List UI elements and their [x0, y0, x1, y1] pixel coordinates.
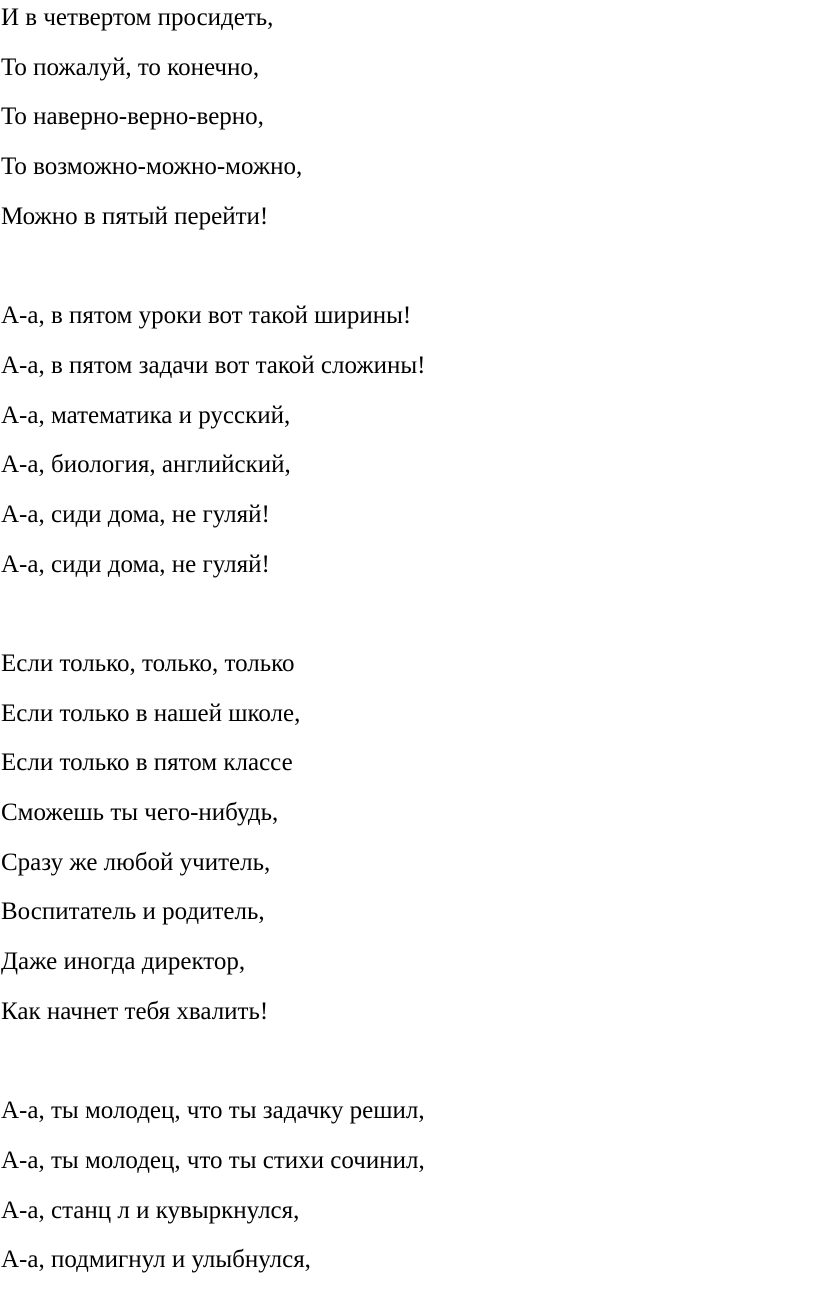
text-line: То пожалуй, то конечно,	[1, 53, 260, 81]
text-line: А-а, сиди дома, не гуляй!	[1, 550, 270, 578]
text-line: И в четвертом просидеть,	[1, 4, 274, 31]
text-line: То наверно-верно-верно,	[1, 103, 264, 131]
text-line: Сразу же любой учитель,	[1, 848, 271, 876]
text-line: А-а, сиди дома, не гуляй!	[1, 500, 270, 528]
text-line: А-а, ты молодец, что ты стихи сочинил,	[1, 1146, 425, 1174]
text-line: А-а, подмигнул и улыбнулся,	[1, 1246, 311, 1274]
stanza-gap	[1, 596, 816, 646]
stanza-2	[1, 298, 816, 596]
stanza-gap	[1, 248, 816, 298]
stanza-1	[1, 0, 816, 248]
text-line: А-а, станц л и кувыркнулся,	[1, 1196, 300, 1224]
text-line: Сможешь ты чего-нибудь,	[1, 799, 279, 826]
stanza-3	[1, 646, 816, 1044]
text-line: А-а, математика и русский,	[1, 401, 291, 429]
text-line: А-а, биология, английский,	[1, 451, 291, 479]
text-line: А-а, в пятом уроки вот такой ширины!	[1, 302, 412, 330]
text-line: Даже иногда директор,	[1, 948, 246, 976]
text-line: Если только в пятом классе	[1, 749, 293, 777]
text-line: Можно в пятый перейти!	[1, 202, 269, 230]
text-line: А-а, ты молодец, что ты задачку решил,	[1, 1097, 425, 1125]
text-line: Если только в нашей школе,	[1, 699, 301, 727]
stanza-gap	[1, 1043, 816, 1093]
stanza-4	[1, 1093, 816, 1292]
text-line: То возможно-можно-можно,	[1, 153, 303, 181]
text-line: Как начнет тебя хвалить!	[1, 997, 269, 1025]
text-line: Если только, только, только	[1, 649, 295, 677]
text-line: А-а, в пятом задачи вот такой сложины!	[1, 351, 426, 379]
text-line: Воспитатель и родитель,	[1, 898, 265, 926]
